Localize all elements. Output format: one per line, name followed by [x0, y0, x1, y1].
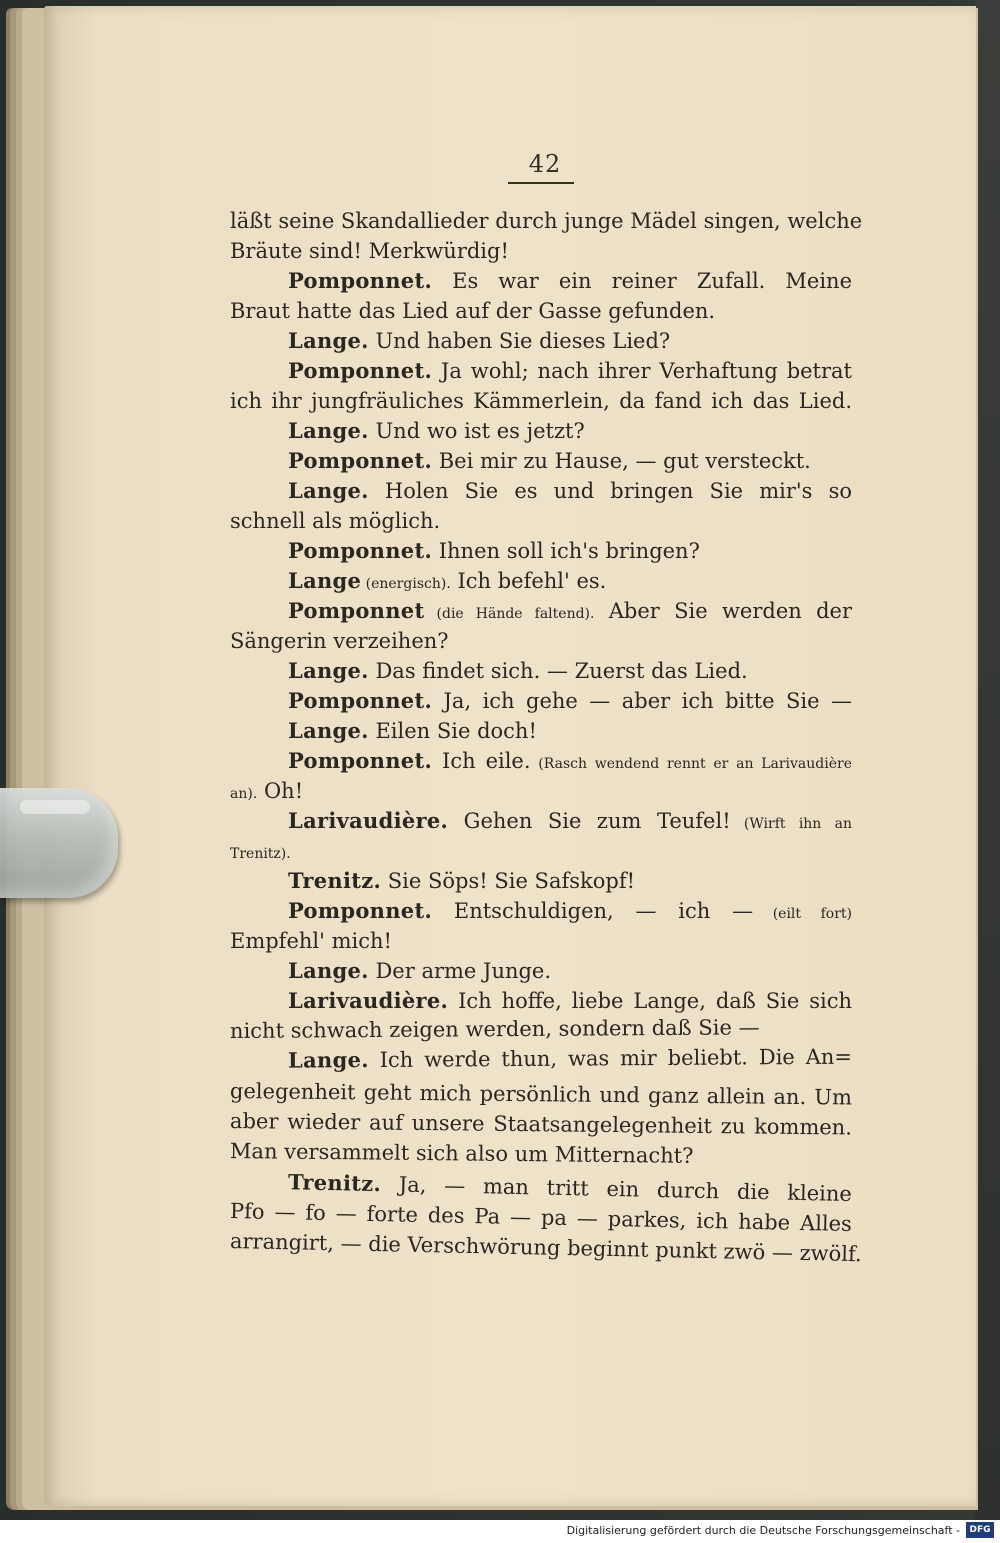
- speaker-name: Lange.: [288, 478, 369, 503]
- stage-direction: Trenitz).: [230, 846, 291, 862]
- text-line: [230, 356, 852, 386]
- stage-direction: an).: [230, 786, 258, 802]
- dialogue-text: Man versammelt sich also um Mitternacht?: [229, 1139, 694, 1168]
- speaker-name: Pomponnet.: [288, 898, 433, 923]
- dialogue-text: Das findet sich. — Zuerst das Lied.: [368, 659, 748, 683]
- text-line: [230, 476, 852, 506]
- text-line: [230, 416, 852, 446]
- text-line: [230, 446, 852, 476]
- footer-credit: Digitalisierung gefördert durch die Deutsche Forschungsgemeinschaft -: [566, 1524, 960, 1537]
- dialogue-text: Pfo — fo — forte des Pa — pa — parkes, ich habe Alles: [229, 1199, 853, 1237]
- text-line: [230, 806, 852, 836]
- dialogue-text: Ja wohl; nach ihrer Verhaftung betrat: [432, 359, 852, 383]
- text-body: [229, 206, 863, 1267]
- dialogue-text: Sie Söps! Sie Safskopf!: [381, 869, 636, 893]
- text-line: [230, 776, 852, 806]
- dialogue-text: Bei mir zu Hause, — gut versteckt.: [432, 449, 811, 473]
- dialogue-text: Bräute sind! Merkwürdig!: [230, 239, 509, 263]
- text-line: [230, 956, 852, 986]
- text-line: [230, 596, 852, 626]
- dialogue-text: Eilen Sie doch!: [368, 719, 537, 743]
- text-line: [230, 836, 852, 866]
- dialogue-text: Ich befehl' es.: [450, 569, 607, 593]
- dfg-logo-icon: DFG: [966, 1522, 994, 1538]
- dialogue-text: Der arme Junge.: [368, 959, 552, 983]
- text-line: [230, 206, 863, 236]
- speaker-name: Pomponnet.: [288, 268, 433, 293]
- text-line: [230, 296, 852, 326]
- dialogue-text: Ihnen soll ich's bringen?: [432, 539, 700, 563]
- text-line: [230, 746, 852, 776]
- text-line: [230, 896, 852, 926]
- dialogue-text: Ja, ich gehe — aber ich bitte Sie —: [432, 689, 852, 713]
- speaker-name: Lange: [288, 568, 362, 593]
- dialogue-text: Es war ein reiner Zufall. Meine: [432, 269, 852, 293]
- text-line: [230, 386, 852, 416]
- speaker-name: Lange.: [288, 328, 369, 353]
- stage-direction: (eilt fort): [753, 906, 853, 922]
- page-number-rule: [508, 182, 574, 184]
- speaker-name: Pomponnet: [288, 598, 425, 623]
- text-line: [230, 926, 852, 956]
- speaker-name: Lange.: [288, 718, 369, 743]
- dialogue-text: Oh!: [257, 779, 304, 803]
- speaker-name: Trenitz.: [287, 1169, 382, 1197]
- dialogue-text: Empfehl' mich!: [230, 929, 392, 953]
- dialogue-text: aber wieder auf unsere Staatsangelegenheit zu kommen.: [229, 1109, 853, 1140]
- speaker-name: Lange.: [288, 658, 369, 683]
- dialogue-text: Ich hoffe, liebe Lange, daß Sie sich: [448, 989, 852, 1013]
- dialogue-text: Und haben Sie dieses Lied?: [368, 329, 671, 353]
- text-line: [230, 626, 852, 656]
- speaker-name: Pomponnet.: [288, 688, 433, 713]
- speaker-name: Pomponnet.: [288, 748, 433, 773]
- dialogue-text: nicht schwach zeigen werden, sondern daß Sie —: [229, 1015, 760, 1043]
- speaker-name: Pomponnet.: [288, 538, 433, 563]
- dialogue-text: Holen Sie es und bringen Sie mir's so: [368, 479, 852, 503]
- dialogue-text: Braut hatte das Lied auf der Gasse gefunden.: [230, 299, 716, 323]
- speaker-name: Pomponnet.: [288, 358, 433, 383]
- text-line: [230, 536, 852, 566]
- dialogue-text: gelegenheit geht mich persönlich und ganz allein an. Um: [229, 1079, 853, 1110]
- speaker-name: Lange.: [287, 1047, 369, 1073]
- text-line: [230, 506, 852, 536]
- dialogue-text: läßt seine Skandallieder durch junge Mädel singen, welche: [230, 209, 863, 233]
- clip-highlight: [20, 800, 90, 814]
- speaker-name: Lange.: [288, 958, 369, 983]
- dialogue-text: schnell als möglich.: [230, 509, 441, 533]
- text-line: [230, 866, 852, 896]
- stage-direction: (energisch).: [361, 576, 451, 592]
- text-line: [230, 656, 852, 686]
- text-line: [230, 566, 852, 596]
- speaker-name: Trenitz.: [288, 868, 382, 893]
- speaker-name: Pomponnet.: [288, 448, 433, 473]
- text-line: [230, 686, 852, 716]
- text-line: [230, 1042, 852, 1076]
- text-line: [230, 1012, 852, 1046]
- dialogue-text: arrangirt, — die Verschwörung beginnt punkt zwö — zwölf.: [229, 1229, 862, 1267]
- text-line: [230, 236, 852, 266]
- dialogue-text: Und wo ist es jetzt?: [368, 419, 585, 443]
- dialogue-text: Entschuldigen, — ich —: [432, 899, 754, 923]
- speaker-name: Lange.: [288, 418, 369, 443]
- stage-direction: (Wirft ihn an: [730, 816, 852, 832]
- dialogue-text: ich ihr jungfräuliches Kämmerlein, da fand ich das Lied.: [230, 389, 852, 413]
- speaker-name: Larivaudière.: [288, 988, 449, 1013]
- text-line: [230, 326, 852, 356]
- dialogue-text: Ich werde thun, was mir beliebt. Die An=: [368, 1044, 853, 1073]
- dialogue-text: Gehen Sie zum Teufel!: [448, 809, 731, 833]
- scan-right-edge: [975, 0, 1000, 1520]
- dialogue-text: Aber Sie werden der: [594, 599, 852, 623]
- text-line: [230, 266, 852, 296]
- stage-direction: (Rasch wendend rennt er an Larivaudière: [530, 756, 852, 772]
- speaker-name: Larivaudière.: [288, 808, 449, 833]
- dialogue-text: Ja, — man tritt ein durch die kleine: [380, 1172, 853, 1207]
- text-line: [230, 716, 852, 746]
- dialogue-text: Ich eile.: [432, 749, 531, 773]
- stage-direction: (die Hände faltend).: [424, 606, 595, 622]
- dialogue-text: Sängerin verzeihen?: [230, 629, 449, 653]
- page-number: 42: [528, 150, 562, 178]
